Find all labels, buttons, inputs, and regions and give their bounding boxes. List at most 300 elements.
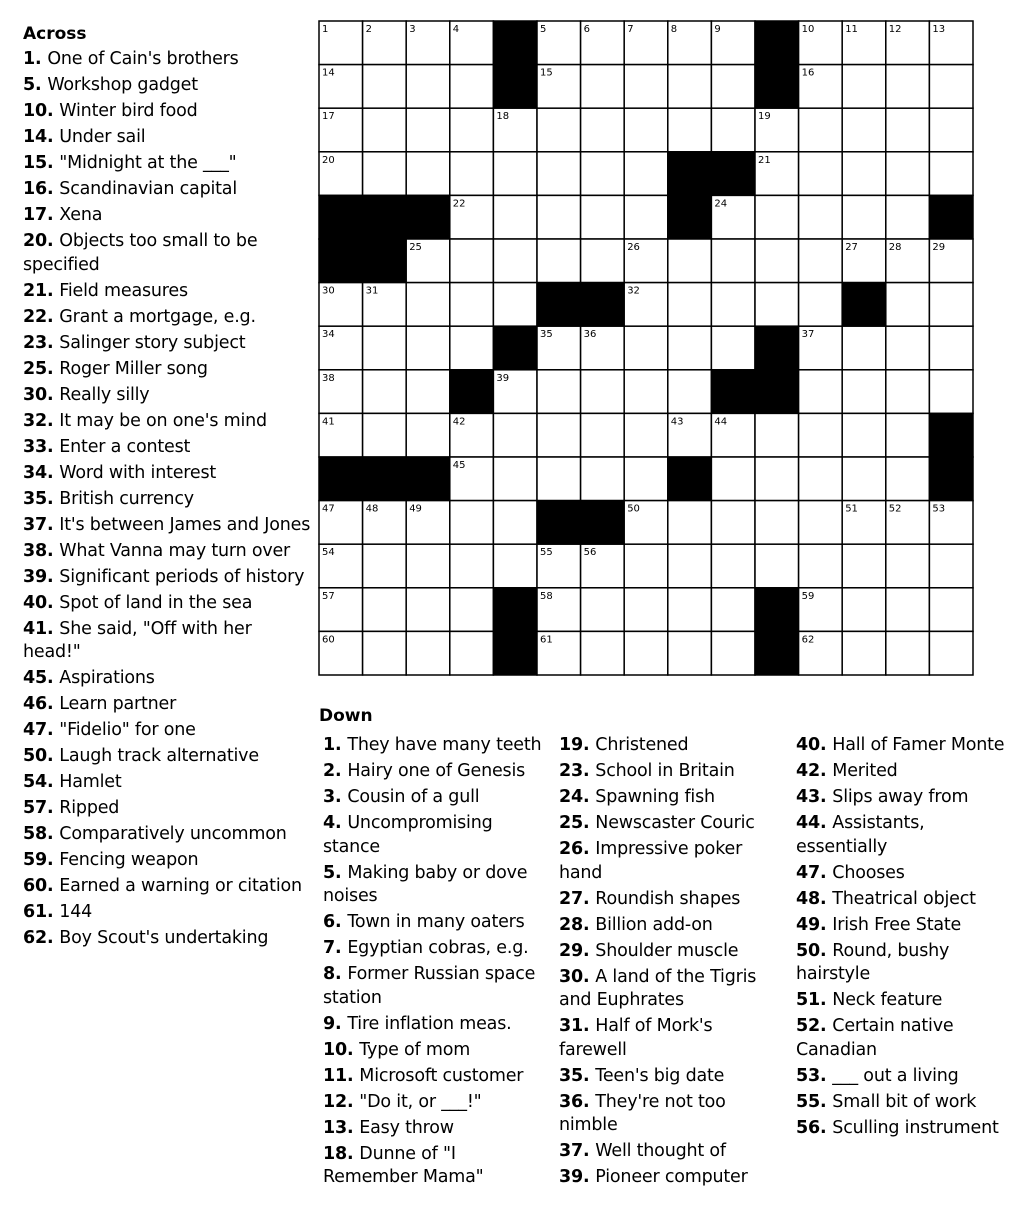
grid-cell[interactable] — [668, 501, 712, 545]
clue-text: Field measures — [59, 280, 188, 301]
clue-text: School in Britain — [595, 761, 735, 781]
grid-cell[interactable] — [450, 283, 494, 327]
grid-cell[interactable] — [799, 108, 843, 152]
grid-cell[interactable] — [581, 588, 625, 632]
clue-number: 30 — [23, 384, 47, 405]
grid-cell[interactable] — [581, 108, 625, 152]
black-square — [755, 631, 799, 675]
clue-item — [23, 719, 313, 743]
grid-cell[interactable] — [668, 326, 712, 370]
grid-cell[interactable] — [363, 413, 407, 457]
grid-cell[interactable] — [711, 283, 755, 327]
grid-cell[interactable] — [711, 631, 755, 675]
grid-cell[interactable] — [755, 501, 799, 545]
grid-cell[interactable] — [537, 457, 581, 501]
clue-item — [23, 566, 313, 590]
grid-cell[interactable] — [886, 195, 930, 239]
grid-cell[interactable] — [363, 631, 407, 675]
clue-separator: . — [46, 101, 60, 121]
grid-cell[interactable] — [406, 152, 450, 196]
clue-item — [23, 280, 313, 304]
grid-cell[interactable] — [450, 588, 494, 632]
grid-cell[interactable] — [799, 501, 843, 545]
clue-item — [796, 786, 1012, 810]
grid-cell[interactable] — [755, 239, 799, 283]
clue-text: Enter a contest — [59, 436, 191, 457]
clue-separator: . — [819, 1091, 833, 1112]
grid-cell[interactable] — [624, 413, 668, 457]
clue-number: 32 — [23, 410, 47, 431]
grid-cell[interactable] — [450, 544, 494, 588]
grid-cell[interactable] — [668, 544, 712, 588]
clue-text: Small bit of work — [832, 1091, 977, 1112]
clue-item — [23, 745, 313, 769]
grid-cell[interactable] — [886, 152, 930, 196]
clue-number: 8 — [323, 964, 335, 984]
grid-cell[interactable] — [363, 108, 407, 152]
grid-cell[interactable] — [668, 239, 712, 283]
clue-item — [796, 862, 1012, 886]
clue-number: 44 — [796, 813, 820, 833]
grid-cell[interactable] — [886, 588, 930, 632]
clue-text: Grant a mortgage, e.g. — [59, 306, 256, 327]
clue-separator: . — [46, 231, 60, 251]
grid-cell[interactable] — [624, 544, 668, 588]
clue-item — [23, 901, 313, 925]
grid-cell[interactable] — [406, 631, 450, 675]
clue-text: Egyptian cobras, e.g. — [347, 938, 529, 958]
grid-cell[interactable] — [755, 457, 799, 501]
clue-text: Neck feature — [832, 990, 943, 1010]
grid-cell[interactable] — [929, 108, 973, 152]
clue-separator: . — [346, 1143, 360, 1164]
grid-cell[interactable] — [668, 631, 712, 675]
clue-separator: . — [46, 694, 60, 714]
clue-separator: . — [334, 787, 348, 807]
clue-item — [323, 812, 548, 859]
cell-number: 3 — [409, 24, 416, 35]
clue-number: 10 — [323, 1039, 347, 1060]
grid-cell[interactable] — [711, 65, 755, 109]
clue-item — [323, 1117, 548, 1141]
clue-text: Fencing weapon — [59, 850, 199, 870]
cell-number: 4 — [452, 24, 460, 35]
grid-cell[interactable] — [842, 544, 886, 588]
grid-cell[interactable] — [581, 631, 625, 675]
clue-text: Word with interest — [59, 462, 217, 483]
clue-number: 22 — [23, 306, 47, 327]
grid-cell[interactable] — [450, 65, 494, 109]
cell-number: 44 — [714, 416, 728, 428]
clue-number: 39 — [23, 566, 47, 587]
grid-cell[interactable] — [755, 195, 799, 239]
clue-separator: . — [334, 862, 348, 883]
clue-text: Impressive poker hand — [559, 839, 743, 883]
grid-cell[interactable] — [799, 457, 843, 501]
black-square — [537, 501, 581, 545]
grid-cell[interactable] — [406, 588, 450, 632]
clue-number: 27 — [559, 888, 583, 909]
grid-cell[interactable] — [842, 588, 886, 632]
grid-cell[interactable] — [755, 283, 799, 327]
grid-cell[interactable] — [842, 195, 886, 239]
clue-text: Former Russian space station — [323, 964, 536, 1008]
grid-cell[interactable] — [929, 370, 973, 414]
clue-item — [796, 888, 1012, 912]
grid-cell[interactable] — [929, 588, 973, 632]
down-clue-column-2 — [559, 734, 784, 1192]
clue-item — [323, 1039, 548, 1063]
grid-cell[interactable] — [668, 588, 712, 632]
clue-item — [23, 306, 313, 330]
clue-separator: . — [582, 839, 596, 859]
grid-cell[interactable] — [842, 65, 886, 109]
clue-number: 12 — [323, 1091, 347, 1112]
clue-text: Town in many oaters — [347, 912, 525, 932]
grid-cell[interactable] — [581, 152, 625, 196]
grid-cell[interactable] — [493, 239, 537, 283]
clue-item — [323, 963, 548, 1010]
clue-item — [796, 1091, 1012, 1115]
grid-cell[interactable] — [929, 65, 973, 109]
grid-cell[interactable] — [929, 631, 973, 675]
clue-separator: . — [46, 824, 60, 844]
grid-cell[interactable] — [929, 326, 973, 370]
cell-number: 15 — [540, 67, 553, 79]
grid-cell[interactable] — [886, 544, 930, 588]
cell-number: 62 — [801, 634, 815, 646]
clue-separator: . — [46, 772, 60, 792]
grid-cell[interactable] — [842, 457, 886, 501]
clue-text: Merited — [832, 761, 898, 781]
grid-cell[interactable] — [363, 588, 407, 632]
grid-cell[interactable] — [711, 108, 755, 152]
grid-cell[interactable] — [799, 544, 843, 588]
clue-text: Cousin of a gull — [347, 787, 480, 807]
clue-separator: . — [819, 735, 833, 755]
grid-cell[interactable] — [929, 544, 973, 588]
cell-number: 55 — [540, 547, 553, 559]
clue-number: 51 — [796, 990, 820, 1010]
grid-cell[interactable] — [929, 283, 973, 327]
clue-item — [23, 48, 313, 72]
grid-cell[interactable] — [581, 65, 625, 109]
grid-cell[interactable] — [842, 152, 886, 196]
grid-cell[interactable] — [886, 65, 930, 109]
clue-separator: . — [346, 1039, 360, 1060]
cell-number: 41 — [322, 416, 335, 428]
clue-item — [23, 514, 313, 538]
grid-cell[interactable] — [799, 239, 843, 283]
grid-cell[interactable] — [624, 326, 668, 370]
black-square — [493, 588, 537, 632]
clue-item — [796, 1015, 1012, 1062]
clue-text: Hall of Famer Monte — [832, 735, 1005, 755]
grid-cell[interactable] — [886, 413, 930, 457]
grid-cell[interactable] — [363, 152, 407, 196]
clue-text: Tire inflation meas. — [347, 1013, 512, 1034]
grid-cell[interactable] — [581, 413, 625, 457]
clue-separator: . — [334, 761, 348, 781]
grid-cell[interactable] — [755, 544, 799, 588]
grid-cell[interactable] — [450, 631, 494, 675]
grid-cell[interactable] — [493, 501, 537, 545]
grid-cell[interactable] — [450, 501, 494, 545]
grid-cell[interactable] — [493, 283, 537, 327]
grid-cell[interactable] — [406, 413, 450, 457]
clue-item — [559, 760, 784, 784]
grid-cell[interactable] — [537, 239, 581, 283]
clue-text: Really silly — [59, 384, 150, 405]
grid-cell[interactable] — [842, 631, 886, 675]
grid-cell[interactable] — [363, 370, 407, 414]
clue-separator: . — [582, 1016, 596, 1036]
cell-number: 29 — [932, 242, 946, 253]
clue-text: It may be on one's mind — [59, 410, 267, 431]
grid-cell[interactable] — [668, 370, 712, 414]
grid-cell[interactable] — [406, 283, 450, 327]
clue-separator: . — [819, 761, 833, 781]
grid-cell[interactable] — [624, 152, 668, 196]
grid-cell[interactable] — [493, 195, 537, 239]
clue-item — [796, 760, 1012, 784]
clue-number: 9 — [323, 1013, 335, 1034]
clue-item — [23, 126, 313, 150]
clue-separator: . — [582, 914, 596, 935]
clue-item — [323, 760, 548, 784]
clue-item — [796, 940, 1012, 987]
clue-number: 16 — [23, 179, 47, 199]
clue-separator: . — [582, 813, 596, 833]
grid-cell[interactable] — [842, 108, 886, 152]
clue-text: Under sail — [59, 127, 146, 147]
black-square — [493, 631, 537, 675]
grid-cell[interactable] — [799, 195, 843, 239]
grid-cell[interactable] — [624, 457, 668, 501]
clue-text: Newscaster Couric — [595, 813, 755, 833]
clue-item — [23, 618, 313, 665]
clue-text: Roundish shapes — [595, 888, 741, 909]
clue-separator: . — [46, 540, 60, 561]
grid-cell[interactable] — [929, 152, 973, 196]
clue-text: Shoulder muscle — [595, 940, 739, 961]
clue-item — [796, 1065, 1012, 1089]
black-square — [755, 326, 799, 370]
grid-cell[interactable] — [406, 65, 450, 109]
cell-number: 38 — [322, 372, 335, 384]
grid-cell[interactable] — [363, 65, 407, 109]
clue-separator: . — [334, 1013, 348, 1034]
grid-cell[interactable] — [581, 370, 625, 414]
clue-text: Aspirations — [59, 668, 155, 688]
grid-cell[interactable] — [799, 152, 843, 196]
grid-cell[interactable] — [886, 326, 930, 370]
clue-text: Easy throw — [359, 1117, 454, 1138]
clue-number: 2 — [323, 761, 335, 781]
clue-text: ___ out a living — [832, 1065, 959, 1086]
grid-cell[interactable] — [799, 370, 843, 414]
clue-text: Spawning fish — [595, 787, 715, 807]
grid-cell[interactable] — [842, 326, 886, 370]
clue-number: 47 — [796, 862, 820, 883]
clue-number: 14 — [23, 127, 47, 147]
cell-number: 35 — [540, 329, 553, 341]
grid-cell[interactable] — [624, 631, 668, 675]
clue-number: 57 — [23, 798, 47, 818]
clue-item — [559, 1065, 784, 1089]
cell-number: 18 — [496, 111, 510, 123]
grid-cell[interactable] — [755, 413, 799, 457]
clue-separator: . — [46, 436, 60, 457]
grid-cell[interactable] — [799, 283, 843, 327]
clue-separator: . — [46, 592, 60, 613]
clue-separator: . — [819, 1117, 833, 1138]
grid-cell[interactable] — [363, 544, 407, 588]
grid-cell[interactable] — [406, 370, 450, 414]
cell-number: 8 — [670, 24, 678, 35]
clue-text: Billion add-on — [595, 914, 713, 935]
grid-cell[interactable] — [537, 195, 581, 239]
grid-cell[interactable] — [799, 413, 843, 457]
clue-separator: . — [334, 813, 348, 833]
clue-item — [23, 230, 313, 277]
grid-cell[interactable] — [406, 108, 450, 152]
clue-item — [559, 1140, 784, 1164]
grid-cell[interactable] — [363, 326, 407, 370]
clue-separator: . — [46, 514, 60, 535]
clue-number: 37 — [559, 1141, 583, 1161]
cell-number: 33 — [845, 285, 858, 297]
clue-separator: . — [346, 1117, 360, 1138]
clue-text: Salinger story subject — [59, 332, 246, 353]
clue-separator: . — [334, 912, 348, 932]
grid-cell[interactable] — [711, 239, 755, 283]
grid-cell[interactable] — [886, 108, 930, 152]
grid-cell[interactable] — [581, 239, 625, 283]
grid-cell[interactable] — [624, 370, 668, 414]
clue-number: 23 — [559, 761, 583, 781]
grid-cell[interactable] — [711, 457, 755, 501]
cell-number: 6 — [583, 24, 590, 35]
black-square — [319, 195, 363, 239]
grid-cell[interactable] — [886, 631, 930, 675]
grid-cell[interactable] — [842, 370, 886, 414]
cell-number: 32 — [627, 285, 640, 297]
grid-cell[interactable] — [624, 588, 668, 632]
grid-cell[interactable] — [450, 108, 494, 152]
clue-separator: . — [334, 964, 348, 984]
clue-item — [23, 152, 313, 176]
clue-text: Ripped — [59, 798, 120, 818]
cell-number: 27 — [845, 242, 858, 253]
clue-item — [23, 384, 313, 408]
grid-cell[interactable] — [886, 370, 930, 414]
cell-number: 37 — [801, 329, 815, 341]
grid-cell[interactable] — [450, 239, 494, 283]
clue-separator: . — [46, 720, 60, 740]
grid-cell[interactable] — [711, 544, 755, 588]
grid-cell[interactable] — [581, 195, 625, 239]
clue-item — [796, 914, 1012, 938]
grid-cell[interactable] — [842, 413, 886, 457]
clue-text: They have many teeth — [347, 735, 542, 755]
grid-cell[interactable] — [406, 326, 450, 370]
black-square — [755, 21, 799, 65]
clue-number: 58 — [23, 824, 47, 844]
clue-item — [559, 914, 784, 938]
grid-cell[interactable] — [493, 457, 537, 501]
clue-number: 37 — [23, 514, 47, 535]
clue-text: Irish Free State — [832, 914, 962, 935]
clue-separator: . — [46, 384, 60, 405]
clue-text: Pioneer computer — [595, 1167, 748, 1187]
clue-item — [23, 100, 313, 124]
clue-item — [23, 927, 313, 951]
grid-cell[interactable] — [711, 326, 755, 370]
grid-cell[interactable] — [624, 65, 668, 109]
clue-text: "Do it, or ___!" — [359, 1091, 482, 1112]
grid-cell[interactable] — [668, 283, 712, 327]
grid-cell[interactable] — [537, 413, 581, 457]
grid-cell[interactable] — [711, 501, 755, 545]
clue-text: They're not too nimble — [559, 1091, 726, 1135]
black-square — [755, 588, 799, 632]
clue-text: Teen's big date — [595, 1065, 725, 1086]
grid-cell[interactable] — [450, 152, 494, 196]
black-square — [711, 370, 755, 414]
clue-text: "Midnight at the ___" — [59, 153, 237, 173]
clue-item — [23, 592, 313, 616]
grid-cell[interactable] — [537, 370, 581, 414]
clue-separator: . — [46, 205, 60, 225]
grid-cell[interactable] — [711, 588, 755, 632]
grid-cell[interactable] — [537, 108, 581, 152]
clue-number: 35 — [23, 488, 47, 509]
cell-number: 13 — [932, 24, 946, 35]
clue-item — [796, 812, 1012, 859]
black-square — [929, 413, 973, 457]
cell-number: 11 — [845, 24, 858, 35]
clue-item — [323, 937, 548, 961]
grid-cell[interactable] — [450, 326, 494, 370]
clue-item — [323, 786, 548, 810]
grid-cell[interactable] — [886, 457, 930, 501]
clue-separator: . — [46, 462, 60, 483]
clue-number: 18 — [323, 1143, 347, 1164]
grid-cell[interactable] — [668, 108, 712, 152]
grid-cell[interactable] — [493, 413, 537, 457]
clue-separator: . — [46, 850, 60, 870]
grid-cell[interactable] — [406, 544, 450, 588]
clue-separator: . — [582, 1065, 596, 1086]
grid-cell[interactable] — [493, 152, 537, 196]
clue-text: Assistants, essentially — [796, 813, 925, 857]
clue-number: 56 — [796, 1117, 820, 1138]
down-clue-column-1 — [323, 734, 548, 1192]
clue-separator: . — [582, 761, 596, 781]
grid-cell[interactable] — [624, 108, 668, 152]
grid-cell[interactable] — [886, 283, 930, 327]
grid-cell[interactable] — [493, 544, 537, 588]
black-square — [493, 326, 537, 370]
grid-cell[interactable] — [624, 195, 668, 239]
clue-number: 49 — [796, 914, 820, 935]
black-square — [319, 457, 363, 501]
grid-cell[interactable] — [668, 65, 712, 109]
grid-cell[interactable] — [581, 457, 625, 501]
grid-cell[interactable] — [537, 152, 581, 196]
clue-number: 4 — [323, 813, 335, 833]
